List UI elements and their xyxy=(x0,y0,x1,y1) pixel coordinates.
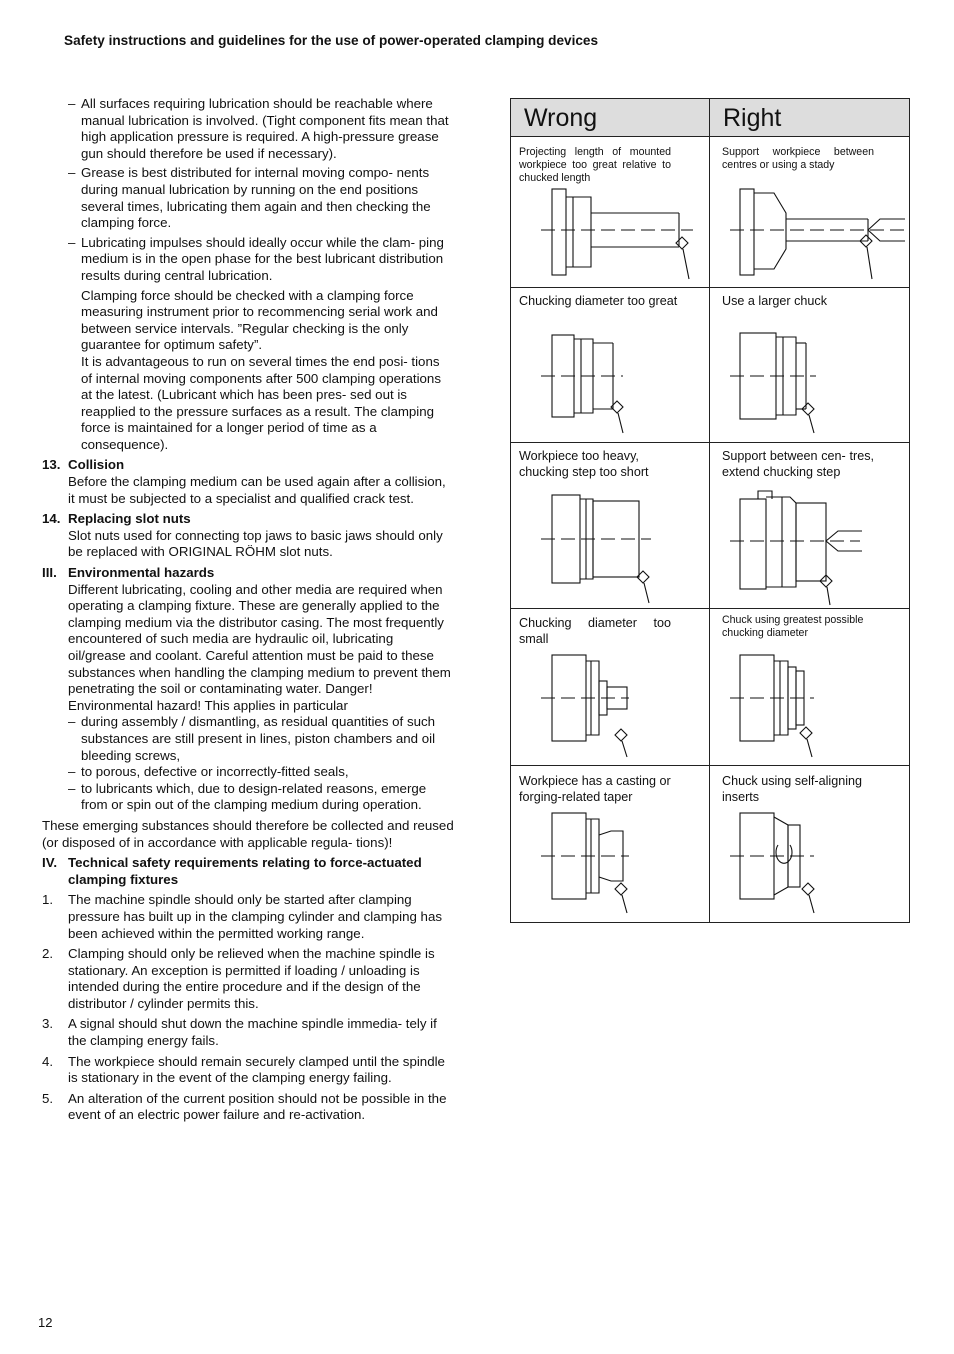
divider xyxy=(511,765,909,766)
section-slot-nuts: 14. Replacing slot nuts Slot nuts used for connecting top jaws to basic jaws should only be replaced with ORIGINAL RÖHM slot nuts. xyxy=(42,511,443,560)
chuck-diagram-taper xyxy=(511,805,709,921)
list-item: – Lubricating impulses should ideally occur while the clam- ping medium is in the open phase for the best lubricant distribution results during central lubrication. xyxy=(68,234,444,283)
right-label: Support workpiece between centres or using a stady xyxy=(722,146,874,171)
header-right: Right xyxy=(710,99,909,137)
page-title: Safety instructions and guidelines for the use of power-operated clamping devices xyxy=(64,33,599,48)
list-item: 1. The machine spindle should only be started after clamping pressure has built up in the clamping cylinder and clamping has been achieved within the permitted working range. xyxy=(42,892,443,941)
right-label: Use a larger chuck xyxy=(722,294,827,308)
section-collision: 13. Collision Before the clamping medium can be used again after a collision, it must be subjected to a specialist and qualified crack test. xyxy=(42,457,446,506)
divider xyxy=(511,442,909,443)
header-wrong: Wrong xyxy=(511,99,709,137)
left-column xyxy=(42,96,454,1124)
list-item: 5. An alteration of the current position should not be possible in the event of an electric power failure and re-activation. xyxy=(42,1090,447,1123)
paragraph: Clamping force should be checked with a clamping force measuring instrument prior to recommencing serial work and between service intervals. ”Regular checking is the only guarantee for optimum safety”. xyxy=(81,287,438,353)
right-label: Chuck using greatest possible chucking diameter xyxy=(722,614,864,639)
wrong-label: Workpiece has a casting or forging-related taper xyxy=(519,774,671,804)
wrong-label: Chucking diameter too great xyxy=(519,294,678,308)
right-label: Support between cen- tres, extend chucking step xyxy=(722,449,874,479)
chuck-diagram-large-chuck xyxy=(710,329,908,441)
divider xyxy=(511,287,909,288)
page-number: 12 xyxy=(38,1315,53,1330)
chuck-diagram-extended-step xyxy=(710,487,908,607)
paragraph: These emerging substances should therefore be collected and reused (or disposed of in accordance with applicable regula- tions)! xyxy=(42,817,454,850)
chuck-diagram-between-centres xyxy=(710,179,908,287)
list-item: 2. Clamping should only be relieved when the machine spindle is stationary. An exception is permitted if loading / unloading is intended during the entire procedure and if the design of the distributor / cylinder permits this. xyxy=(42,946,435,1011)
chuck-diagram-small-diameter xyxy=(511,647,709,765)
chuck-diagram-self-aligning xyxy=(710,805,908,921)
section-technical: IV. Technical safety requirements relating to force-actuated clamping fixtures xyxy=(42,855,422,887)
list-item: – All surfaces requiring lubrication should be reachable where manual lubrication is involved. (Tight component fits mean that high application pressure is required. A high-pressure grease gun should therefore be used if necessary). xyxy=(68,96,449,161)
section-environmental: III. Environmental hazards Different lubricating, cooling and other media are required when operating a clamping fixture. These are generally applied to the clamping medium via the distributor casing. The most frequently encountered of such media are hydraulic oil, lubricating oil/grease and coolant. Careful attention must be paid to these substances when handling the clamping medium to prevent them penetrating the soil or contaminating water. Danger! Environmental hazard! This applies in particular xyxy=(42,565,451,713)
list-item: 3. A signal should shut down the machine spindle immedia- tely if the clamping energy fails. xyxy=(42,1016,437,1049)
list-item: 4. The workpiece should remain securely clamped until the spindle is stationary in the event of the clamping energy failing. xyxy=(42,1053,445,1086)
wrong-label: Workpiece too heavy, chucking step too short xyxy=(519,449,649,479)
list-item: – to porous, defective or incorrectly-fitted seals, xyxy=(68,764,349,780)
right-label: Chuck using self-aligning inserts xyxy=(722,774,863,804)
chuck-diagram-long-workpiece xyxy=(511,179,709,287)
wrong-label: Projecting length of mounted workpiece too great relative to chucked length xyxy=(519,146,671,184)
divider xyxy=(511,608,909,609)
list-item: – Grease is best distributed for internal moving compo- nents during manual lubrication by running on the end positions several times, lubricating them again and then checking the clamping force. xyxy=(68,165,431,231)
paragraph: It is advantageous to run on several times the end posi- tions of internal moving components after 500 clamping operations at the latest. (Lubricant which has been pres- sed out is reapplied to the pressure surfaces as a result. The clamping force is maintained for a longer period of time as a consequence). xyxy=(81,353,441,452)
wrong-label: Chucking diameter too small xyxy=(519,616,671,646)
wrong-right-table xyxy=(510,98,910,923)
chuck-diagram-short-step xyxy=(511,487,709,607)
list-item: – during assembly / dismantling, as residual quantities of such substances are still present in lines, piston chambers and oil bleeding screws, xyxy=(68,714,436,763)
chuck-diagram-small-chuck xyxy=(511,329,709,441)
list-item: – to lubricants which, due to design-related reasons, emerge from or spin out of the clamping medium during operation. xyxy=(68,780,427,813)
chuck-diagram-greatest-diameter xyxy=(710,647,908,765)
